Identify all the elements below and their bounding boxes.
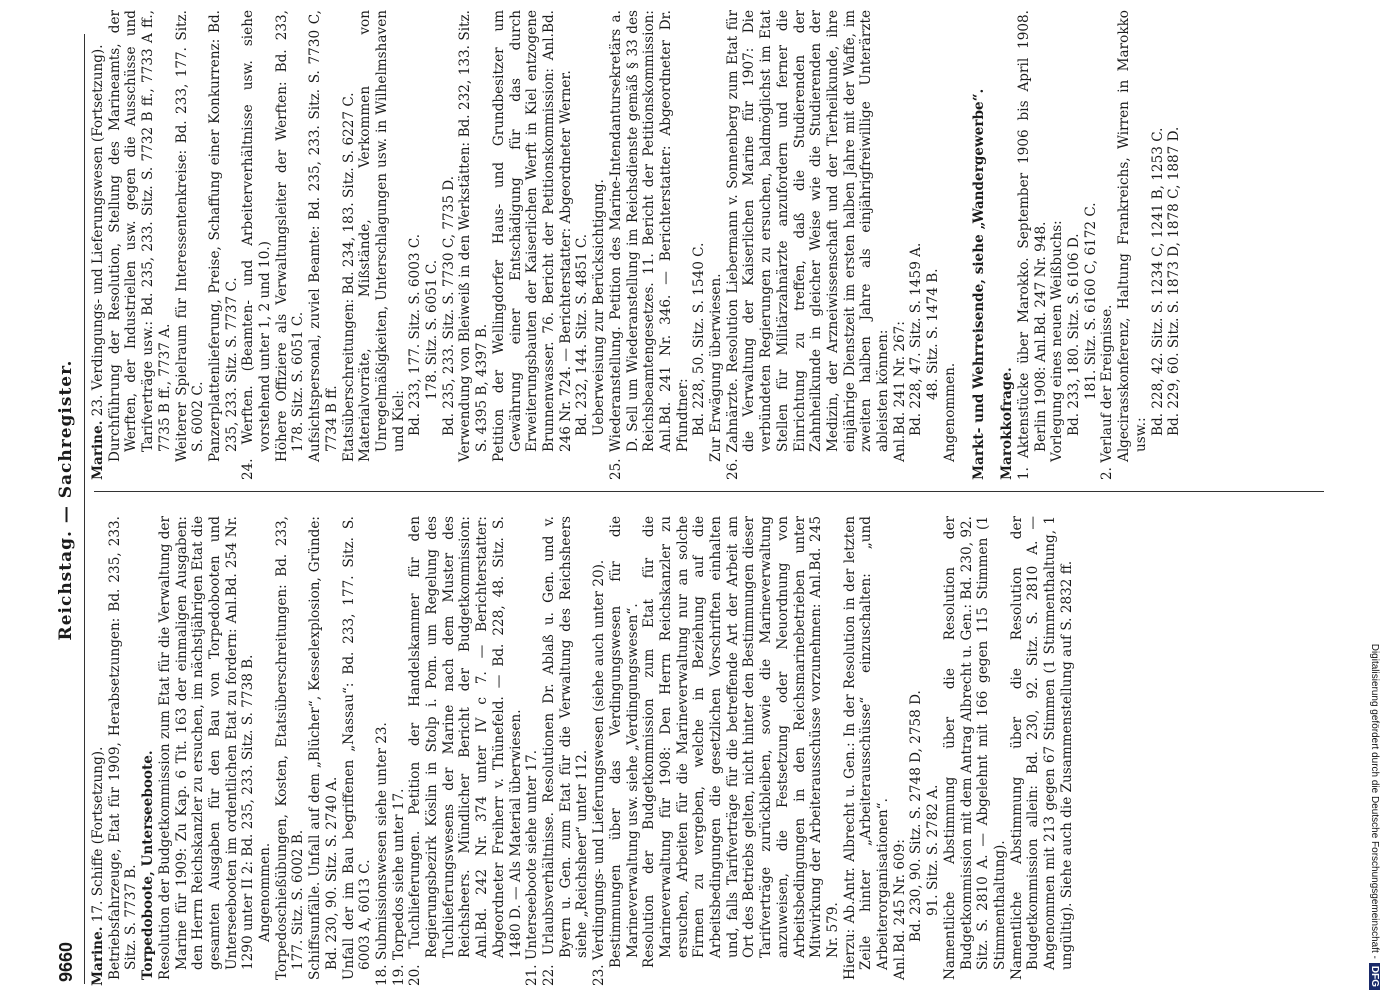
entry-paragraph: Vorlegung eines neuen Weißbuchs: — [1049, 220, 1066, 462]
entry-paragraph: Weiterer Spielraum für Interessentenkreise: Bd. 233, 177. Sitz. S. 6002 C. — [173, 10, 207, 462]
entry-paragraph: Namentliche Abstimmung über die Resolution der Budgetkommission mit dem Antrag Albrecht u. Gen.: Bd. 230, 92. Sitz. S. 2810 A. — Abgelehnt mit 166 gegen 115 Stimmen (1 Stimmenthaltung). — [941, 516, 1008, 980]
numbered-entry: 24. Werften. (Beamten- und Arbeiterverhältnisse usw. siehe vorstehend unter 1, 2 und 10.) — [240, 10, 274, 480]
entry-paragraph: Etatsüberschreitungen: Bd. 234, 183. Sitz. S. 6227 C. — [340, 92, 357, 462]
digitization-note — [1367, 10, 1381, 990]
entry-paragraph: Bestimmungen über das Verdingungswesen für die Marineverwaltung usw. siehe „Verdingungswesen“. — [607, 516, 641, 968]
left-column — [90, 516, 1075, 986]
header-rule — [84, 34, 85, 984]
entry-paragraph: Bd. 228, 42. Sitz. S. 1234 C, 1241 B, 1253 C. — [1149, 127, 1166, 436]
numbered-entry: 19. Torpedos siehe unter 17. — [390, 788, 407, 986]
entry-paragraph: Torpedoschießübungen, Kosten, Etatsüberschreitungen: Bd. 233, 177. Sitz. S. 6002 B. — [273, 516, 307, 980]
entry-paragraph: Namentliche Abstimmung über die Resolution der Budgetkommission allein: Bd. 230, 92. Sitz. S. 2810 A. — Angenommen mit 213 gegen 67 Stimmen (1 Stimmenthaltung, 1 ungültig). Siehe auch die Zusammenstellung auf S. 2832 ff. — [1008, 516, 1075, 980]
entry-paragraph: 181. Sitz. S. 6160 C, 6172 C. — [1082, 202, 1099, 400]
right-subhead: 23. Verdingungs- und Lieferungswesen (Fortsetzung). — [90, 44, 106, 417]
entry-paragraph: Bd. 233, 180. Sitz. S. 6106 D. — [1066, 233, 1083, 436]
entry-paragraph: 91. Sitz. S. 2782 A. — [925, 784, 942, 916]
entry-paragraph: Bd. 233, 177. Sitz. S. 6003 C. — [407, 233, 424, 436]
spacer — [959, 10, 971, 480]
entry-paragraph: Anl.Bd. 245 Nr. 609: — [891, 839, 908, 980]
dfg-logo: DFG — [1369, 963, 1380, 990]
entry-paragraph: Aufsichtspersonal, zuviel Beamte: Bd. 235, 233. Sitz. S. 7730 C, 7734 B ff. — [307, 10, 340, 462]
numbered-entry: 1. Aktenstücke über Marokko. September 1906 bis April 1908. Berlin 1908: Anl.Bd. 247 Nr. 948. — [1015, 10, 1049, 480]
entry-paragraph: Algecirasskonferenz, Haltung Frankreichs, Wirren in Marokko usw.: — [1116, 10, 1149, 462]
entry-paragraph: Bd. 232, 144. Sitz. S. 4851 C. — [574, 233, 591, 436]
entry-paragraph: Bd. 229, 60. Sitz. S. 1873 D, 1878 C, 1887 D. — [1166, 126, 1183, 436]
entry-paragraph: Verwendung von Bleiweiß in den Werkstätten: Bd. 232, 133. Sitz. S. 4395 B, 4397 B. — [457, 10, 491, 462]
spacer — [987, 10, 999, 480]
entry-paragraph: Zur Erwägung überwiesen. — [708, 273, 725, 462]
entry-paragraph: Angenommen. — [941, 362, 958, 462]
entry-paragraph: Durchführung der Resolution, Stellung des Marineamts, der Werften, der Industriellen usw. gegen die Ausschüsse und Tarifverträge usw.: Bd. 235, 233. Sitz. S. 7732 B ff., 7733 A ff., 7735 B ff., 7737 A. — [106, 10, 173, 462]
entry-paragraph: Panzerplattenlieferung, Preise, Schaffung einer Konkurrenz: Bd. 235, 233. Sitz. S. 7737 C. — [206, 10, 240, 462]
entry-paragraph: Torpedoboote, Unterseeboote. — [140, 750, 157, 980]
entry-paragraph: Bd. 228, 50. Sitz. S. 1540 C. — [691, 242, 708, 436]
entry-paragraph: Ueberweisung zur Berücksichtigung. — [591, 179, 608, 436]
left-subhead: 17. Schiffe (Fortsetzung). — [90, 746, 106, 923]
entry-paragraph: Bd. 235, 233. Sitz. S. 7730 C, 7735 D. — [440, 175, 457, 436]
right-column — [90, 10, 1183, 480]
topic-heading: Marokkofrage. — [999, 367, 1016, 480]
numbered-entry: 2. Verlauf der Ereignisse. — [1099, 304, 1116, 480]
entry-paragraph: 178. Sitz. S. 6051 C. — [424, 259, 441, 400]
numbered-entry: 25. Wiederanstellung. Petition des Marine-Intendantursekretärs a. D. Sell um Wiederanstellung im Reichsdienste gemäß § 33 des Reichsbeamtengesetzes. 11. Bericht der Petitionskommission: Anl.Bd. 241 Nr. 346. — Berichterstatter: Abgeordneter Dr. Pfundtner: — [607, 10, 691, 480]
entry-paragraph: Hierzu: Ab.Antr. Albrecht u. Gen.: In der Resolution in der letzten Zeile hinter „Arbeiterausschüsse“ einzuschalten: „und Arbeiterorganisationen“. — [841, 516, 892, 980]
topic-heading: Markt- und Wehrreisende, siehe „Wandergewerbe“. — [970, 88, 987, 480]
entry-paragraph: Bd. 228, 47. Sitz. S. 1459 A. — [908, 242, 925, 436]
numbered-entry: 23. Verdingungs- und Lieferungswesen (siehe auch unter 20). — [591, 559, 608, 986]
numbered-entry: 20. Tuchlieferungen. Petition der Handelskammer für den Regierungsbezirk Köslin in Stolp i. Pom. um Regelung des Tuchlieferungswesens der Marine nach dem Muster des Reichsheers. Mündlicher Bericht der Budgetkommission: Anl.Bd. 242 Nr. 374 unter IV c 7. — Berichterstatter: Abgeordneter Freiherr v. Thünefeld. — Bd. 228, 48. Sitz. S. 1480 D. — Als Material überwiesen. — [407, 516, 524, 986]
entry-paragraph: Bd. 230, 90. Sitz. S. 2748 D, 2758 D. — [908, 690, 925, 942]
entry-paragraph: Resolution der Budgetkommission zum Etat für die Verwaltung der Marine für 1909: Zu Kap. 6 Tit. 163 der einmaligen Ausgaben: den Herrn Reichskanzler zu ersuchen, im nächstjährigen Etat die gesamten Ausgaben für den Bau von Torpedobooten und Unterseebooten im ordentlichen Etat zu fordern: Anl.Bd. 254 Nr. 1290 unter II 2: Bd. 235, 233. Sitz. S. 7738 B. — [156, 516, 257, 980]
numbered-entry: 18. Submissionswesen siehe unter 23. — [373, 722, 390, 986]
entry-paragraph: Petition der Wellingdorfer Haus- und Grundbesitzer um Gewährung einer Entschädigung für das durch Erweiterungsbauten der Kaiserlichen Werft in Kiel entzogene Brunnenwasser. 76. Bericht der Petitionskommission: Anl.Bd. 246 Nr. 724. — Berichterstatter: Abgeordneter Werner. — [490, 10, 574, 462]
running-head: Reichstag. — Sachregister. — [56, 359, 76, 641]
right-column-heading: Marine. — [90, 420, 106, 480]
digitization-note-text: Digitalisierung gefördert durch die Deutsche Forschungsgemeinschaft - — [1369, 643, 1380, 959]
entry-paragraph: Anl.Bd. 241 Nr. 267: — [891, 321, 908, 462]
numbered-entry: 21. Unterseeboote siehe unter 17. — [524, 749, 541, 986]
entry-paragraph: Höhere Offiziere als Verwaltungsleiter der Werften: Bd. 233, 178. Sitz. S. 6051 C. — [273, 10, 307, 462]
page-number: 9660 — [56, 941, 76, 982]
column-divider — [94, 491, 1324, 492]
entry-paragraph: Schiffsunfälle. Unfall auf dem „Blücher“, Kesselexplosion, Gründe: Bd. 230, 90. Sitz. S. 2740 A. — [307, 516, 340, 980]
numbered-entry: 26. Zahnärzte. Resolution Liebermann v. Sonnenberg zum Etat für die Verwaltung der Kaiserlichen Marine für 1907: Die verbündeten Regierungen zu ersuchen, baldmöglichst im Etat Stellen für Militärzahnärzte anzufordern und ferner die Einrichtung zu treffen, daß die Studierenden der Zahnheilkunde in gleicher Weise wie die Studierenden der Medizin, der Arzneiwissenschaft und der Tierheilkunde, ihre einjährige Dienstzeit im ersten halben Jahre mit der Waffe, im zweiten halben Jahre als einjährigfreiwillige Unterärzte ableisten können: — [724, 10, 892, 480]
left-column-heading: Marine. — [90, 926, 106, 986]
entry-paragraph: Resolution der Budgetkommission zum Etat für die Marineverwaltung für 1908: Den Herrn Reichskanzler zu ersuchen, Arbeiten für die Marineverwaltung nur an solche Firmen zu vergeben, welche in Beziehung auf die Arbeitsbedingungen die gesetzlichen Vorschriften einhalten und, falls Tarifverträge für die betreffende Art der Arbeit am Ort des Betriebs gelten, nicht hinter den Bestimmungen dieser Tarifverträge zurückbleiben, sowie die Marineverwaltung anzuweisen, die Festsetzung oder Neuordnung von Arbeitsbedingungen in den Reichsmarinebetrieben unter Mitwirkung der Arbeiterausschüsse vorzunehmen: Anl.Bd. 245 Nr. 579. — [641, 516, 841, 968]
entry-paragraph: Betriebsfahrzeuge, Etat für 1909, Herabsetzungen: Bd. 235, 233. Sitz. S. 7737 B. — [106, 516, 140, 980]
entry-paragraph: 48. Sitz. S. 1474 B. — [925, 268, 942, 400]
entry-paragraph: Angenommen. — [257, 842, 274, 942]
numbered-entry: 22. Urlaubsverhältnisse. Resolutionen Dr. Ablaß u. Gen. und v. Byern u. Gen. zum Etat für die Verwaltung des Reichsheers siehe „Reichsheer“ unter 112. — [540, 516, 591, 986]
entry-paragraph: Materialvorräte, Mißstände, Verkommen von Unregelmäßigkeiten, Unterschlagungen usw. in Wilhelmshaven und Kiel: — [357, 10, 407, 462]
entry-paragraph: Unfall der im Bau begriffenen „Nassau“: Bd. 233, 177. Sitz. S. 6003 A, 6013 C. — [340, 516, 374, 980]
